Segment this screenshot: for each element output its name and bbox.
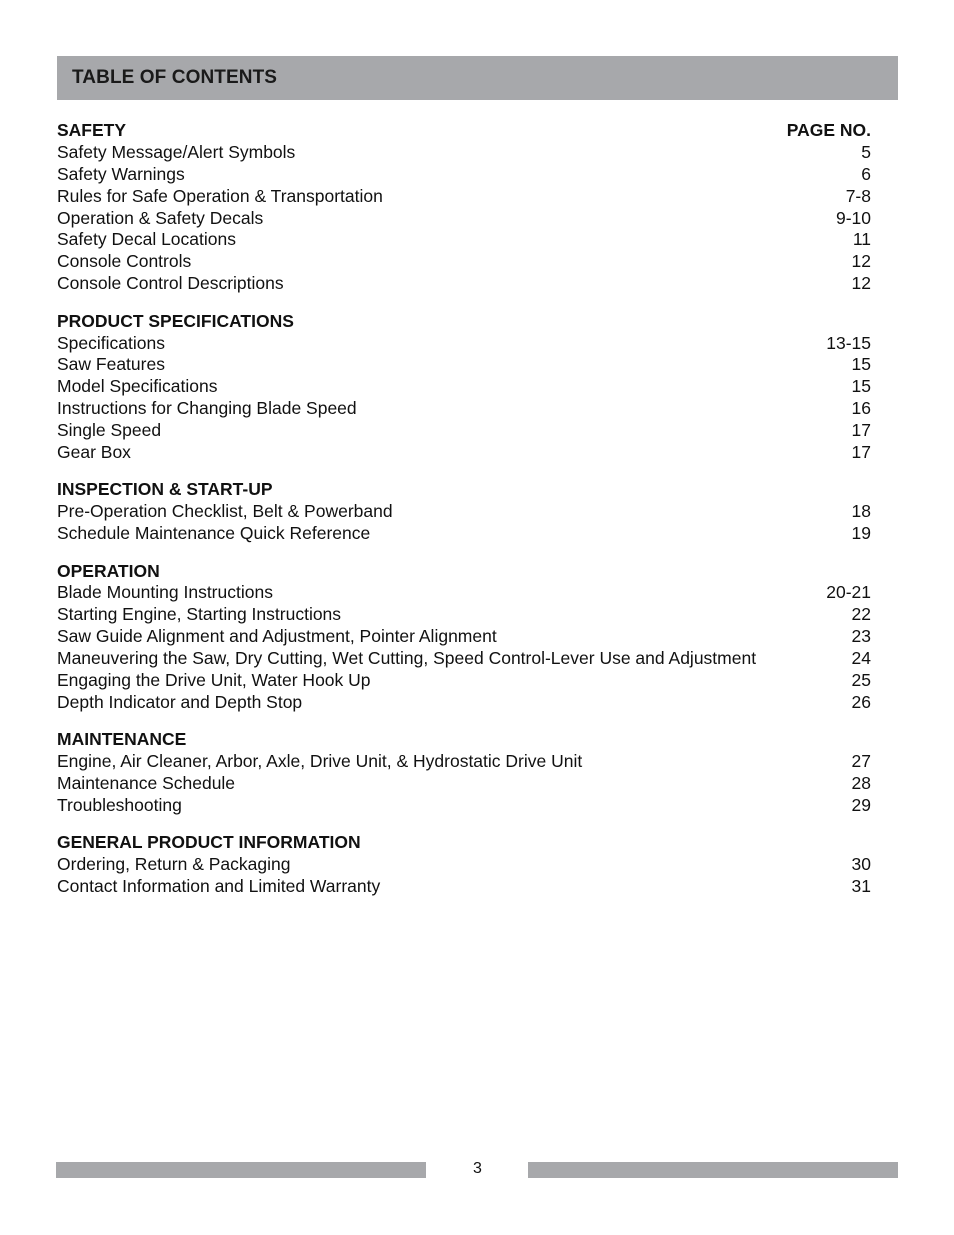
toc-entry-label: Instructions for Changing Blade Speed: [57, 398, 357, 419]
toc-entry-page: 17: [851, 441, 871, 462]
toc-entry-page: 25: [851, 669, 871, 690]
toc-entry: [57, 376, 871, 398]
section-heading: SAFETY: [57, 120, 127, 140]
toc-entry-page: 29: [851, 794, 871, 815]
toc-entry-page: 17: [851, 420, 871, 441]
toc-entry-label: Troubleshooting: [57, 794, 182, 815]
section-heading-row: [57, 729, 871, 751]
toc-entry-page: 23: [851, 626, 871, 647]
section-heading: MAINTENANCE: [57, 729, 187, 750]
section-heading: INSPECTION & START-UP: [57, 479, 273, 500]
toc-entry-label: Engaging the Drive Unit, Water Hook Up: [57, 669, 371, 690]
toc-entry-label: Model Specifications: [57, 376, 218, 397]
section-heading-row: [57, 479, 871, 501]
toc-entry: [57, 876, 871, 898]
toc-entry-label: Saw Guide Alignment and Adjustment, Pointer Alignment: [57, 626, 497, 647]
toc-entry: [57, 251, 871, 273]
toc-entry-label: Maneuvering the Saw, Dry Cutting, Wet Cutting, Speed Control-Lever Use and Adjustment: [57, 648, 757, 669]
toc-entry-label: Saw Features: [57, 354, 165, 375]
toc-section: [57, 120, 871, 295]
toc-entry: [57, 273, 871, 295]
toc-entry-label: Depth Indicator and Depth Stop: [57, 691, 303, 712]
toc-entry: [57, 420, 871, 442]
toc-entry: [57, 648, 871, 670]
section-heading-row: [57, 311, 871, 333]
toc-entry-page: 9-10: [835, 207, 871, 228]
page-title: TABLE OF CONTENTS: [72, 67, 278, 88]
toc-entry: [57, 229, 871, 251]
page-number: 3: [473, 1160, 482, 1177]
toc-entry-page: 30: [851, 854, 871, 875]
section-heading: GENERAL PRODUCT INFORMATION: [57, 832, 361, 853]
toc-entry-page: 13-15: [826, 332, 871, 353]
toc-entry-label: Safety Warnings: [57, 163, 185, 184]
toc-entry-page: 7-8: [845, 185, 871, 206]
section-heading-row: [57, 120, 871, 142]
toc-entry: [57, 186, 871, 208]
toc-entry: [57, 523, 871, 545]
toc-section: [57, 729, 871, 817]
toc-entry-label: Safety Message/Alert Symbols: [57, 141, 296, 162]
toc-entry-label: Starting Engine, Starting Instructions: [57, 604, 342, 625]
toc-entry-page: 11: [852, 229, 871, 250]
toc-entry-label: Maintenance Schedule: [57, 773, 236, 794]
toc-entry-page: 12: [851, 273, 871, 294]
page-no-header: PAGE NO.: [786, 120, 871, 140]
toc-entry: [57, 582, 871, 604]
toc-entry-label: Safety Decal Locations: [57, 229, 236, 250]
toc-entry-label: Contact Information and Limited Warranty: [57, 876, 381, 897]
toc-entry-page: 22: [851, 604, 871, 625]
toc-entry-page: 19: [851, 523, 871, 544]
toc-entry: [57, 670, 871, 692]
footer-bar-left: [56, 1162, 426, 1178]
section-heading: OPERATION: [57, 560, 160, 581]
toc-entry-label: Specifications: [57, 332, 165, 353]
toc-entry: [57, 398, 871, 420]
toc-entry: [57, 501, 871, 523]
toc-entry: [57, 795, 871, 817]
toc-entry-label: Single Speed: [57, 420, 162, 441]
toc-entry: [57, 333, 871, 355]
toc-entry-page: 16: [851, 398, 871, 419]
toc-entry-label: Console Control Descriptions: [57, 273, 284, 294]
toc-entry: [57, 626, 871, 648]
toc-entry: [57, 751, 871, 773]
toc-entry-page: 18: [851, 501, 871, 522]
toc-entry: [57, 442, 871, 464]
toc-entry: [57, 208, 871, 230]
toc-entry: [57, 854, 871, 876]
toc-entry-label: Ordering, Return & Packaging: [57, 854, 291, 875]
toc-entry-page: 5: [861, 141, 871, 162]
toc-entry: [57, 773, 871, 795]
toc-entry-page: 27: [851, 751, 871, 772]
toc-section: [57, 832, 871, 898]
toc-entry-page: 31: [851, 876, 871, 897]
toc-entry-label: Console Controls: [57, 251, 192, 272]
toc-entry: [57, 142, 871, 164]
toc-entry-label: Pre-Operation Checklist, Belt & Powerband: [57, 501, 393, 522]
toc-entry-label: Gear Box: [57, 441, 131, 462]
toc-entry-page: 12: [851, 251, 871, 272]
toc-entry-label: Rules for Safe Operation & Transportation: [57, 185, 383, 206]
footer-bar-right: [528, 1162, 898, 1178]
toc-entry-page: 6: [861, 163, 871, 184]
toc-section: [57, 479, 871, 545]
table-of-contents: [57, 120, 871, 898]
section-heading-row: [57, 561, 871, 583]
toc-section: [57, 561, 871, 714]
toc-section: [57, 311, 871, 464]
toc-entry-page: 28: [851, 773, 871, 794]
toc-entry-label: Schedule Maintenance Quick Reference: [57, 523, 371, 544]
toc-entry: [57, 692, 871, 714]
toc-entry-page: 26: [851, 691, 871, 712]
section-heading: PRODUCT SPECIFICATIONS: [57, 310, 294, 331]
section-heading-row: [57, 832, 871, 854]
title-bar: [57, 56, 898, 100]
toc-entry: [57, 604, 871, 626]
toc-entry: [57, 164, 871, 186]
toc-entry-page: 15: [851, 354, 871, 375]
toc-entry-page: 20-21: [826, 582, 871, 603]
toc-entry-label: Operation & Safety Decals: [57, 207, 264, 228]
toc-entry-label: Blade Mounting Instructions: [57, 582, 273, 603]
toc-entry-page: 15: [851, 376, 871, 397]
toc-entry-page: 24: [851, 648, 871, 669]
toc-entry: [57, 354, 871, 376]
toc-entry-label: Engine, Air Cleaner, Arbor, Axle, Drive Unit, & Hydrostatic Drive Unit: [57, 751, 583, 772]
